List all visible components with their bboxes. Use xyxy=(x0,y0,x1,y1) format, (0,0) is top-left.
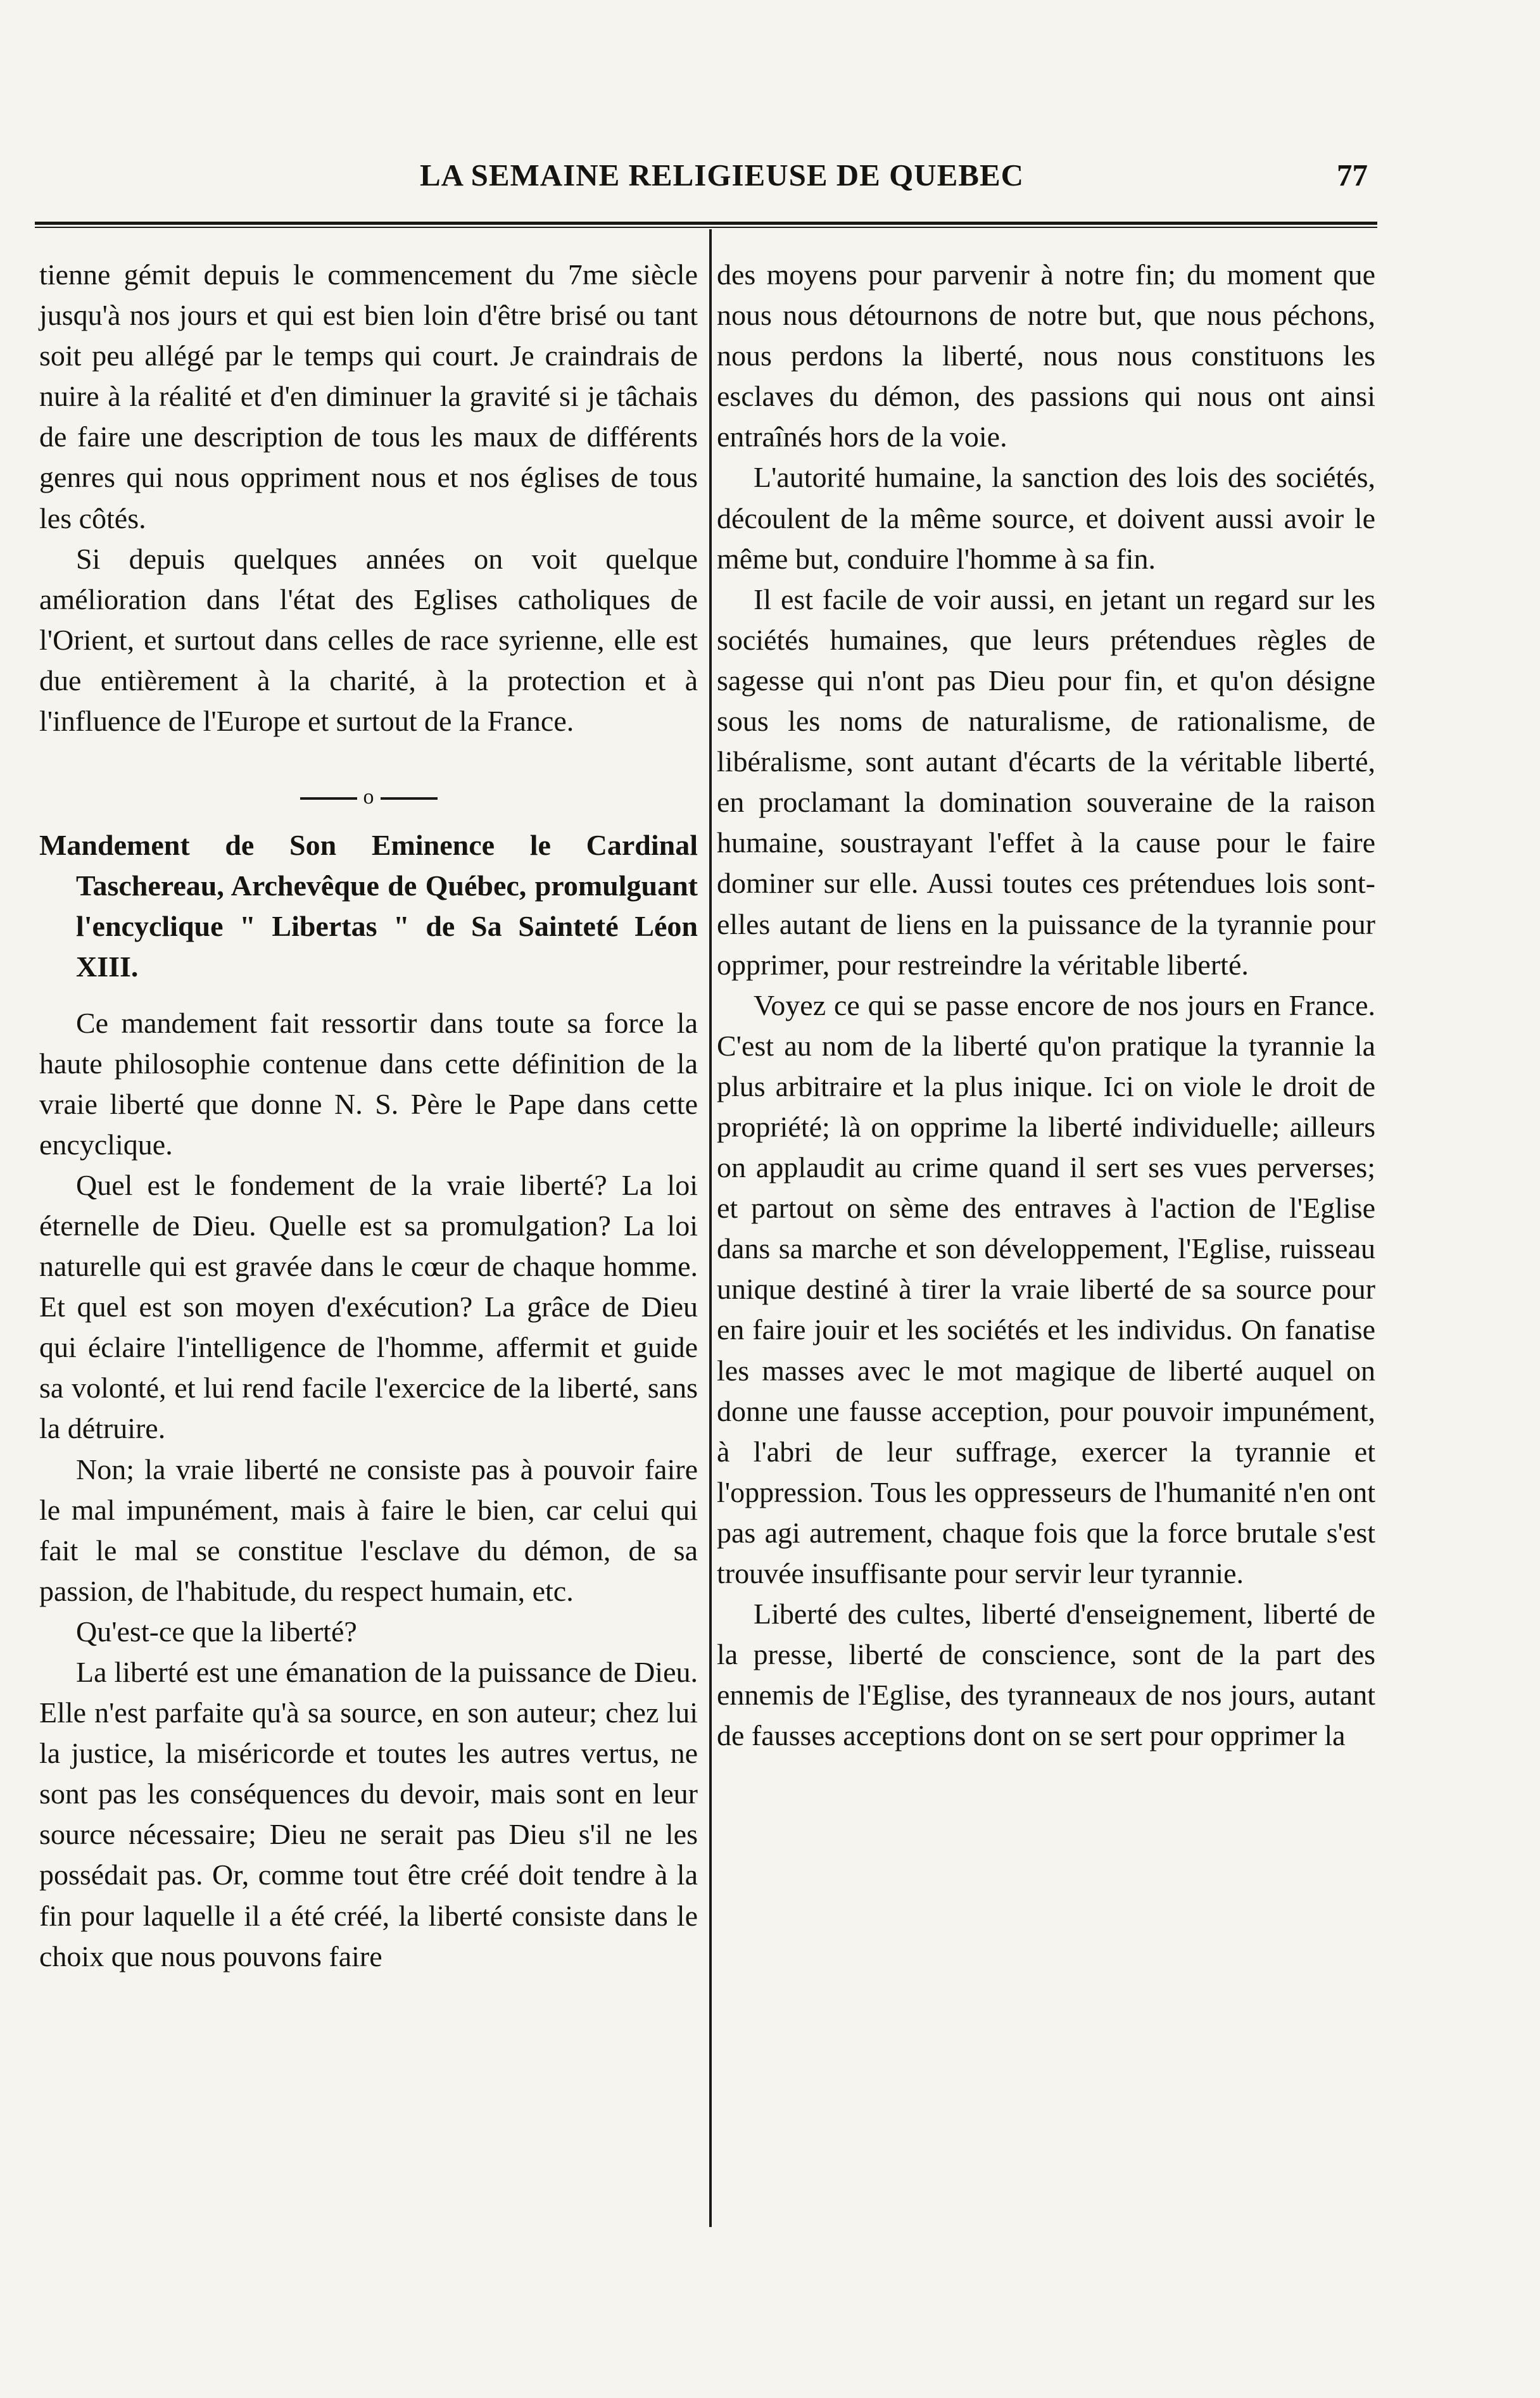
right-paragraph-4: Voyez ce qui se passe encore de nos jours en France. C'est au nom de la liberté qu'on pratique la tyrannie la plus arbitraire et la plus inique. Ici on viole le droit de propriété; là on opprime la liberté individuelle; ailleurs on applaudit au crime quand il sert ses vues perverses; et partout on sème des entraves à l'action de l'Eglise dans sa marche et son développement, l'Eglise, ruisseau unique destiné à tirer la vraie liberté de sa source pour en faire jouir et les sociétés et les individus. On fanatise les masses avec le mot magique de liberté auquel on donne une fausse acception, pour pouvoir impunément, à l'abri de leur suffrage, exercer la tyrannie et l'oppression. Tous les oppresseurs de l'humanité n'en ont pas agi autrement, chaque fois que la force brutale s'est trouvée insuffisante pour servir leur tyrannie. xyxy=(717,988,1375,1589)
left-paragraph-6: Qu'est-ce que la liberté? xyxy=(76,1615,357,1648)
left-paragraph-1: tienne gémit depuis le commencement du 7me siècle jusqu'à nos jours et qui est bien loin d'être brisé ou tant soit peu allégé par le temps qui court. Je craindrais de nuire à la réalité et d'en diminuer la gravité si je tâchais de faire une description de tous les maux de différents genres qui nous oppriment nous et nos églises de tous les côtés. xyxy=(39,258,698,534)
column-divider-rule xyxy=(709,229,712,2227)
right-column xyxy=(717,255,1375,1756)
running-title: LA SEMAINE RELIGIEUSE DE QUEBEC xyxy=(419,158,1025,192)
page-header xyxy=(32,157,1393,214)
divider-ornament: o xyxy=(296,777,441,817)
section-divider xyxy=(39,764,698,825)
left-paragraph-5: Non; la vraie liberté ne consiste pas à pouvoir faire le mal impunément, mais à faire le bien, car celui qui fait le mal se constitue l'esclave du démon, de sa passion, de l'habitude, du respect humain, etc. xyxy=(39,1453,698,1607)
section-heading: Mandement de Son Eminence le Cardinal Taschereau, Archevêque de Québec, promulguant l'encyclique " Libertas " de Sa Sainteté Léon XIII. xyxy=(39,829,698,983)
page-number: 77 xyxy=(1337,158,1368,192)
right-paragraph-3: Il est facile de voir aussi, en jetant un regard sur les sociétés humaines, que leurs prétendues règles de sagesse qui n'ont pas Dieu pour fin, et qu'on désigne sous les noms de naturalisme, de rationalisme, de libéralisme, sont autant d'écarts de la véritable liberté, en proclamant la domination souveraine de la raison humaine, soustrayant l'effet à la cause pour le faire dominer sur elle. Aussi toutes ces prétendues lois sont-elles autant de liens en la puissance de la tyrannie pour opprimer, pour restreindre la véritable liberté. xyxy=(717,583,1375,981)
right-paragraph-2: L'autorité humaine, la sanction des lois des sociétés, découlent de la même source, et doivent aussi avoir le même but, conduire l'homme à sa fin. xyxy=(717,461,1375,575)
left-paragraph-3: Ce mandement fait ressortir dans toute sa force la haute philosophie contenue dans cette définition de la vraie liberté que donne N. S. Père le Pape dans cette encyclique. xyxy=(39,1006,698,1161)
left-column xyxy=(39,255,698,1977)
left-paragraph-7: La liberté est une émanation de la puissance de Dieu. Elle n'est parfaite qu'à sa source, en son auteur; chez lui la justice, la miséricorde et toutes les autres vertus, ne sont pas les conséquences du devoir, mais sont en leur source nécessaire; Dieu ne serait pas Dieu s'il ne les possédait pas. Or, comme tout être créé doit tendre à la fin pour laquelle il a été créé, la liberté consiste dans le choix que nous pouvons faire xyxy=(39,1656,698,1972)
right-paragraph-1: des moyens pour parvenir à notre fin; du moment que nous nous détournons de notre but, que nous péchons, nous perdons la liberté, nous nous constituons les esclaves du démon, des passions qui nous ont ainsi entraînés hors de la voie. xyxy=(717,258,1375,453)
right-paragraph-5: Liberté des cultes, liberté d'enseignement, liberté de la presse, liberté de conscience, sont de la part des ennemis de l'Eglise, des tyranneaux de nos jours, autant de fausses acceptions dont on se sert pour opprimer la xyxy=(717,1598,1375,1752)
left-paragraph-4: Quel est le fondement de la vraie liberté? La loi éternelle de Dieu. Quelle est sa promulgation? La loi naturelle qui est gravée dans le cœur de chaque homme. Et quel est son moyen d'exécution? La grâce de Dieu qui éclaire l'intelligence de l'homme, affermit et guide sa volonté, et lui rend facile l'exercice de la liberté, sans la détruire. xyxy=(39,1168,698,1445)
header-rule xyxy=(35,222,1377,228)
left-paragraph-2: Si depuis quelques années on voit quelque amélioration dans l'état des Eglises catholiques de l'Orient, et surtout dans celles de race syrienne, elle est due entièrement à la charité, à la protection et à l'influence de l'Europe et surtout de la France. xyxy=(39,542,698,738)
